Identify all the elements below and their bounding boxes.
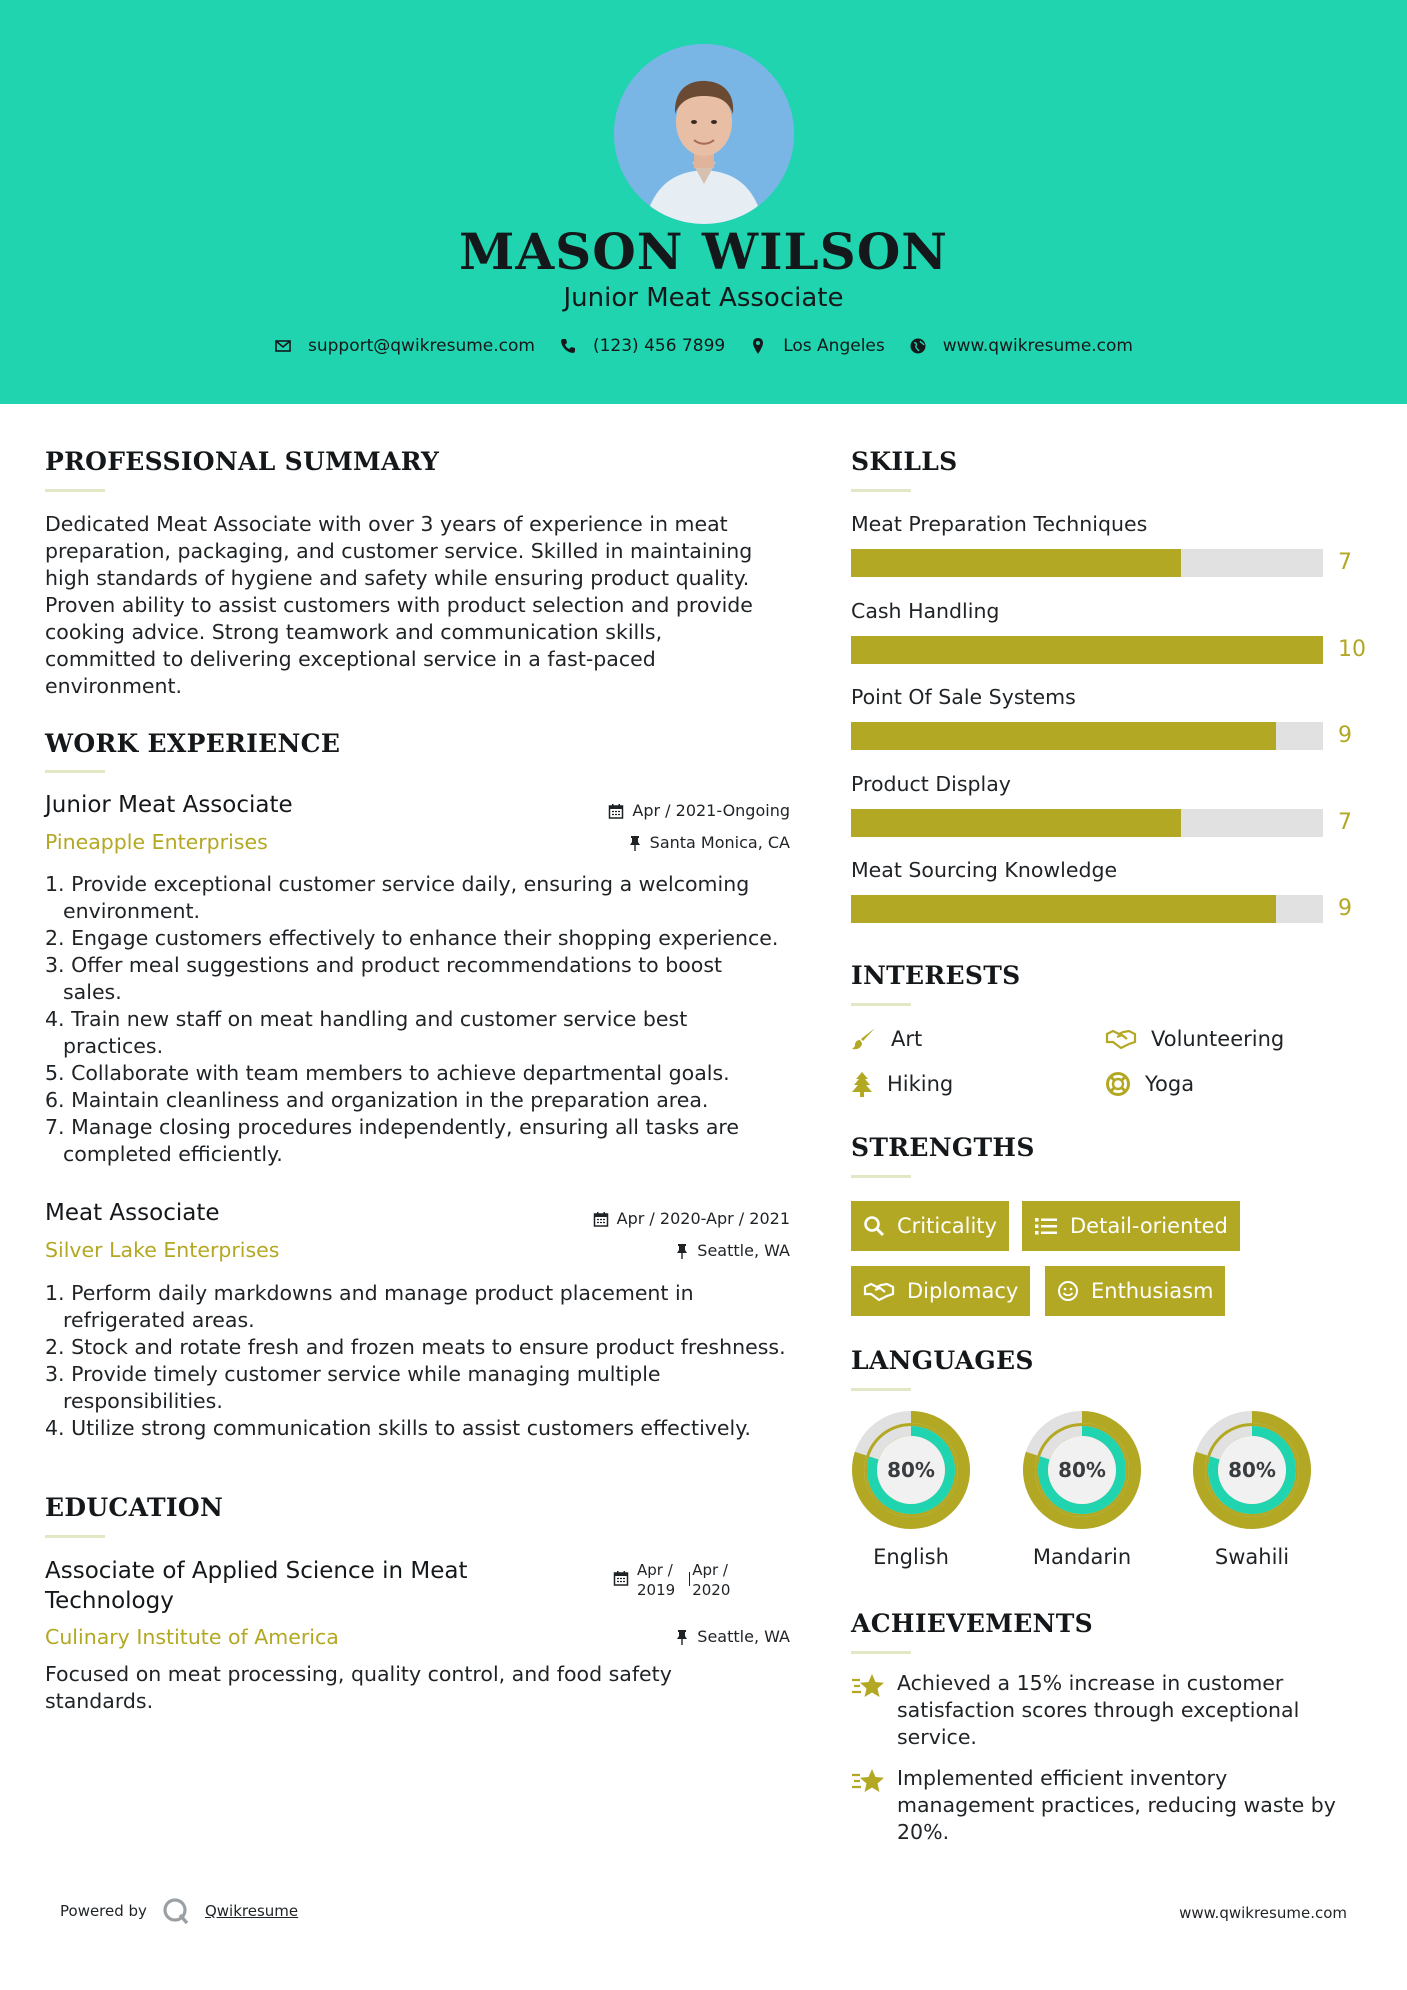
- education-date-end-line: Apr /: [692, 1561, 728, 1579]
- duty-item: [45, 1114, 805, 1168]
- handshake-icon: [1105, 1026, 1137, 1052]
- achievements-underline: [851, 1651, 911, 1654]
- summary-line: Dedicated Meat Associate with over 3 years of experience in meat: [45, 512, 728, 536]
- duty-line: 4. Utilize strong communication skills to assist customers effectively.: [45, 1416, 751, 1440]
- skills-underline: [851, 489, 911, 492]
- list-icon: [1034, 1216, 1058, 1236]
- skill-bar-fill: [851, 549, 1181, 577]
- duty-line: sales.: [63, 980, 122, 1004]
- interest-yoga: [1105, 1071, 1194, 1097]
- skill-value: 10: [1338, 636, 1366, 662]
- calendar-icon: [593, 1211, 609, 1227]
- date-separator: [689, 1572, 690, 1586]
- duty-line: 2. Engage customers effectively to enhance their shopping experience.: [45, 926, 779, 950]
- map-pin-icon: [749, 337, 767, 355]
- interest-label: Yoga: [1145, 1072, 1195, 1096]
- language-ring: [850, 1409, 972, 1531]
- interest-label: Hiking: [887, 1072, 954, 1096]
- job-date: [593, 1209, 790, 1228]
- language-item: [850, 1409, 972, 1569]
- language-percent-label: 80%: [887, 1458, 935, 1482]
- language-item: [1021, 1409, 1143, 1569]
- search-icon: [863, 1215, 885, 1237]
- skill-bar-track: [851, 549, 1323, 577]
- calendar-icon: [613, 1570, 629, 1586]
- job-duties-list: [45, 1280, 805, 1442]
- interest-hiking: [851, 1071, 953, 1097]
- strength-label: Diplomacy: [907, 1279, 1019, 1303]
- contact-website[interactable]: [909, 336, 1133, 356]
- skill-bar-fill: [851, 636, 1323, 664]
- interest-label: Art: [891, 1027, 923, 1051]
- skill-bar-track: [851, 722, 1323, 750]
- skill-value: 7: [1338, 550, 1352, 575]
- duty-item: [45, 1361, 805, 1415]
- duty-item: [45, 1415, 805, 1442]
- contact-email-text: support@qwikresume.com: [308, 336, 535, 356]
- strength-label: Detail-oriented: [1070, 1214, 1228, 1238]
- duty-line: 3. Provide timely customer service while managing multiple: [45, 1362, 661, 1386]
- degree-title: [45, 1556, 468, 1616]
- achievement-text: [897, 1765, 1336, 1846]
- job-company: Silver Lake Enterprises: [45, 1238, 280, 1262]
- education-date-start: [637, 1560, 675, 1600]
- language-item: [1191, 1409, 1313, 1569]
- education-underline: [45, 1535, 105, 1538]
- footer-branding: [60, 1896, 298, 1926]
- duty-item: [45, 871, 805, 925]
- job-date: [608, 801, 790, 820]
- language-percent-label: 80%: [1228, 1458, 1276, 1482]
- strengths-heading: STRENGTHS: [851, 1133, 1035, 1162]
- job-duties-list: [45, 871, 805, 1168]
- candidate-name: MASON WILSON: [459, 222, 948, 281]
- candidate-role: Junior Meat Associate: [563, 283, 844, 313]
- star-icon: [851, 1672, 885, 1700]
- interests-heading: INTERESTS: [851, 961, 1021, 990]
- skill-label: Meat Preparation Techniques: [851, 512, 1148, 536]
- education-location-text: Seattle, WA: [697, 1627, 790, 1646]
- achievement-line: Implemented efficient inventory: [897, 1766, 1228, 1790]
- qwikresume-logo-icon: [161, 1896, 191, 1926]
- skill-value: 7: [1338, 809, 1352, 835]
- language-name: Mandarin: [1032, 1545, 1132, 1569]
- summary-line: cooking advice. Strong teamwork and communication skills,: [45, 620, 663, 644]
- pushpin-icon: [628, 835, 642, 851]
- achievement-line: service.: [897, 1725, 977, 1749]
- education-date-end-line: 2020: [692, 1581, 731, 1599]
- language-ring: [1021, 1409, 1143, 1531]
- pushpin-icon: [675, 1629, 689, 1645]
- skills-heading: SKILLS: [851, 447, 958, 476]
- school-name: Culinary Institute of America: [45, 1625, 339, 1649]
- phone-icon: [559, 337, 577, 355]
- duty-item: [45, 1087, 805, 1114]
- footer-site-link[interactable]: www.qwikresume.com: [1179, 1904, 1347, 1922]
- job-location: [675, 1241, 790, 1260]
- languages-heading: LANGUAGES: [851, 1346, 1034, 1375]
- education-description: [45, 1661, 785, 1715]
- language-name: English: [873, 1545, 949, 1569]
- duty-line: 1. Perform daily markdowns and manage product placement in: [45, 1281, 694, 1305]
- lifebuoy-icon: [1105, 1071, 1131, 1097]
- strengths-underline: [851, 1175, 911, 1178]
- contact-website-text: www.qwikresume.com: [942, 336, 1133, 356]
- duty-line: 2. Stock and rotate fresh and frozen meats to ensure product freshness.: [45, 1335, 786, 1359]
- contact-phone[interactable]: [559, 336, 725, 356]
- interest-art: [851, 1026, 922, 1052]
- summary-line: environment.: [45, 674, 183, 698]
- duty-item: [45, 1280, 805, 1334]
- skill-label: Point Of Sale Systems: [851, 685, 1076, 709]
- education-description-line: standards.: [45, 1689, 154, 1713]
- language-percent-label: 80%: [1058, 1458, 1106, 1482]
- language-name: Swahili: [1214, 1545, 1290, 1569]
- job-company: Pineapple Enterprises: [45, 830, 268, 854]
- job-location-text: Santa Monica, CA: [649, 833, 790, 852]
- contact-email[interactable]: [274, 336, 535, 356]
- envelope-icon: [274, 337, 292, 355]
- profile-photo-illustration: [614, 44, 794, 224]
- strength-badge-diplomacy: [851, 1266, 1030, 1316]
- degree-line: Technology: [45, 1588, 174, 1614]
- education-heading: EDUCATION: [45, 1493, 224, 1522]
- interests-underline: [851, 1003, 911, 1006]
- job-title: Meat Associate: [45, 1200, 220, 1226]
- paintbrush-icon: [851, 1026, 877, 1052]
- job-location-text: Seattle, WA: [697, 1241, 790, 1260]
- skill-label: Product Display: [851, 771, 1011, 796]
- contact-location-text: Los Angeles: [783, 336, 885, 356]
- skill-label: Cash Handling: [851, 598, 1000, 623]
- calendar-icon: [608, 803, 624, 819]
- contact-phone-text: (123) 456 7899: [592, 336, 726, 356]
- education-description-line: Focused on meat processing, quality control, and food safety: [45, 1662, 672, 1686]
- job-title: Junior Meat Associate: [45, 792, 293, 818]
- tree-icon: [851, 1071, 873, 1097]
- interest-volunteering: [1105, 1026, 1284, 1052]
- duty-line: refrigerated areas.: [63, 1308, 255, 1332]
- contact-location: [749, 336, 885, 356]
- achievement-line: Achieved a 15% increase in customer: [897, 1671, 1284, 1695]
- duty-line: practices.: [63, 1034, 164, 1058]
- achievement-text: [897, 1670, 1299, 1751]
- duty-line: 5. Collaborate with team members to achieve departmental goals.: [45, 1061, 730, 1085]
- strength-badge-enthusiasm: [1045, 1266, 1225, 1316]
- language-ring: [1191, 1409, 1313, 1531]
- skill-value: 9: [1338, 896, 1352, 921]
- achievement-item: [851, 1670, 1371, 1751]
- handshake-icon: [863, 1280, 895, 1302]
- resume-header: [0, 0, 1407, 404]
- experience-underline: [45, 770, 105, 773]
- duty-line: environment.: [63, 899, 201, 923]
- duty-item: [45, 925, 805, 952]
- skill-label: Meat Sourcing Knowledge: [851, 858, 1118, 882]
- strength-badge-criticality: [851, 1201, 1009, 1251]
- duty-line: 1. Provide exceptional customer service daily, ensuring a welcoming: [45, 872, 750, 896]
- strength-label: Criticality: [897, 1214, 997, 1238]
- education-date-start-line: Apr /: [637, 1561, 673, 1579]
- education-date: [613, 1560, 730, 1600]
- smile-icon: [1057, 1280, 1079, 1302]
- summary-line: preparation, packaging, and customer service. Skilled in maintaining: [45, 539, 753, 563]
- powered-by-label: Powered by: [60, 1902, 147, 1920]
- skill-value: 9: [1338, 723, 1352, 748]
- duty-item: [45, 1060, 805, 1087]
- skill-bar-fill: [851, 722, 1276, 750]
- qwikresume-link[interactable]: Qwikresume: [204, 1902, 299, 1920]
- star-icon: [851, 1767, 885, 1795]
- duty-line: 7. Manage closing procedures independently, ensuring all tasks are: [45, 1115, 739, 1139]
- achievements-heading: ACHIEVEMENTS: [851, 1609, 1093, 1638]
- skill-bar-track: [851, 636, 1323, 664]
- duty-item: [45, 952, 805, 1006]
- summary-text: [45, 511, 785, 700]
- education-date-end: [692, 1560, 730, 1600]
- education-date-start-line: 2019: [637, 1581, 676, 1599]
- job-date-text: Apr / 2021-Ongoing: [632, 801, 790, 820]
- education-location: [675, 1627, 790, 1646]
- summary-heading: PROFESSIONAL SUMMARY: [45, 447, 440, 476]
- globe-icon: [909, 337, 927, 355]
- summary-underline: [45, 489, 105, 492]
- skill-bar-fill: [851, 809, 1181, 837]
- duty-line: 3. Offer meal suggestions and product recommendations to boost: [45, 953, 723, 977]
- skill-bar-track: [851, 895, 1323, 923]
- duty-item: [45, 1334, 805, 1361]
- pushpin-icon: [675, 1243, 689, 1259]
- interest-label: Volunteering: [1151, 1027, 1285, 1051]
- achievement-line: satisfaction scores through exceptional: [897, 1698, 1300, 1722]
- summary-line: high standards of hygiene and safety while ensuring product quality.: [45, 566, 750, 590]
- strength-label: Enthusiasm: [1091, 1279, 1214, 1303]
- skill-bar-track: [851, 809, 1323, 837]
- degree-line: Associate of Applied Science in Meat: [45, 1558, 468, 1584]
- contact-bar: [0, 336, 1407, 356]
- duty-item: [45, 1006, 805, 1060]
- job-date-text: Apr / 2020-Apr / 2021: [616, 1209, 790, 1228]
- duty-line: 6. Maintain cleanliness and organization in the preparation area.: [45, 1088, 709, 1112]
- strength-badge-detail-oriented: [1022, 1201, 1240, 1251]
- profile-photo: [614, 44, 794, 224]
- summary-line: Proven ability to assist customers with product selection and provide: [45, 593, 753, 617]
- skill-bar-fill: [851, 895, 1276, 923]
- languages-underline: [851, 1388, 911, 1391]
- summary-line: committed to delivering exceptional service in a fast-paced: [45, 647, 656, 671]
- achievement-line: 20%.: [897, 1820, 950, 1844]
- achievement-item: [851, 1765, 1371, 1846]
- achievement-line: management practices, reducing waste by: [897, 1793, 1336, 1817]
- job-location: [628, 833, 790, 852]
- duty-line: 4. Train new staff on meat handling and customer service best: [45, 1007, 688, 1031]
- duty-line: responsibilities.: [63, 1389, 223, 1413]
- duty-line: completed efficiently.: [63, 1142, 283, 1166]
- experience-heading: WORK EXPERIENCE: [45, 729, 341, 758]
